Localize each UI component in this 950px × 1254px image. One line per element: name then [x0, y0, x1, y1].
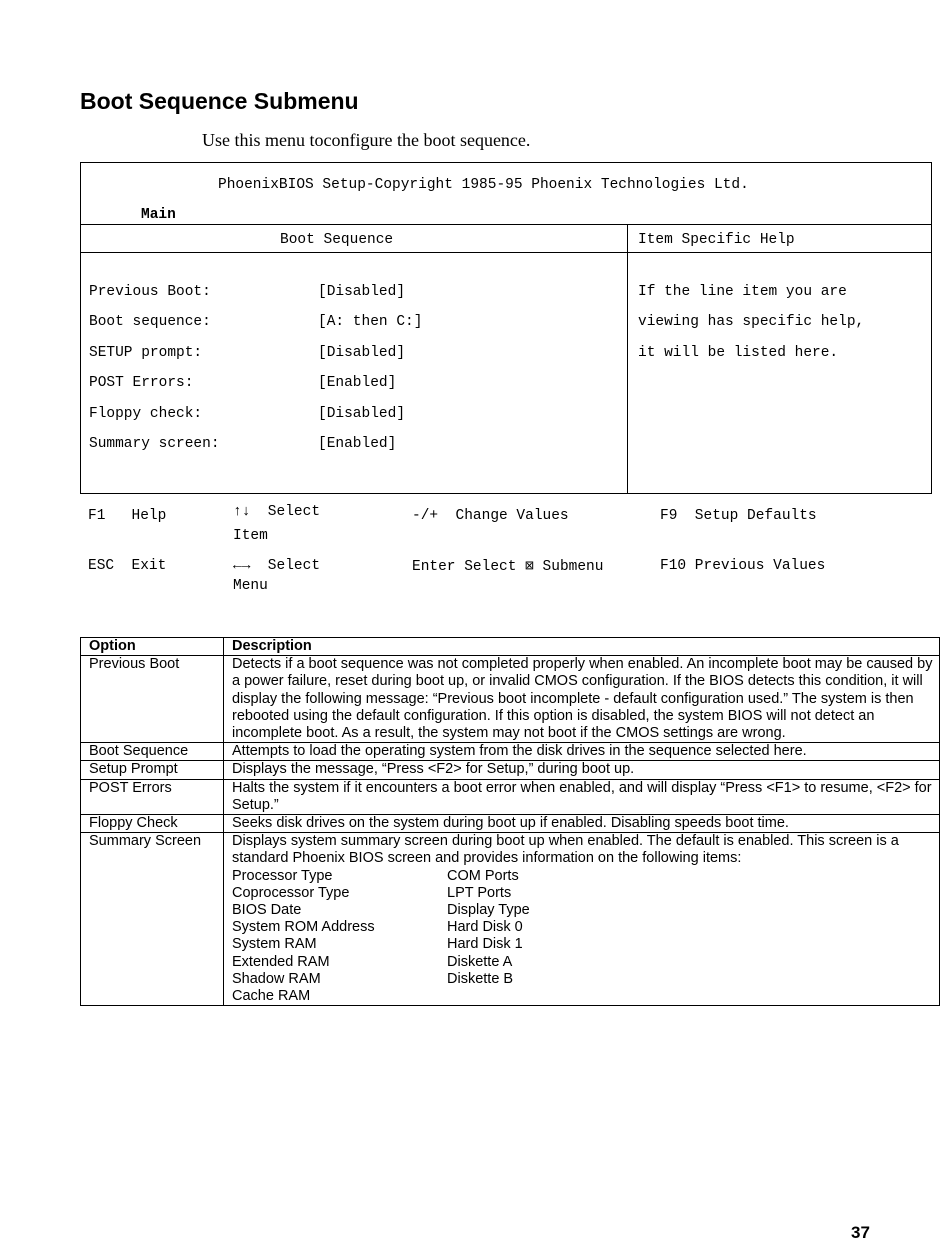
bios-menu-main: Main — [141, 207, 176, 223]
setting-label: Boot sequence: — [89, 314, 211, 331]
description-cell: Seeks disk drives on the system during boot up if enabled. Disabling speeds boot time. — [224, 815, 940, 833]
item-help-heading: Item Specific Help — [638, 232, 795, 248]
bios-screen — [80, 162, 932, 494]
help-line: If the line item you are — [638, 284, 847, 300]
options-table — [80, 637, 940, 1006]
page-number: 37 — [851, 1223, 870, 1242]
summary-item: Display Type — [447, 902, 530, 919]
summary-items-grid — [232, 868, 933, 1006]
option-cell: Floppy Check — [81, 815, 224, 833]
bios-column-divider — [627, 225, 628, 493]
option-cell: Boot Sequence — [81, 743, 224, 761]
setting-label: Summary screen: — [89, 435, 220, 452]
setting-value[interactable]: [Disabled] — [318, 284, 406, 300]
summary-item: BIOS Date — [232, 902, 302, 919]
table-row — [81, 815, 940, 833]
key-f10-previous: F10 Previous Values — [660, 558, 826, 574]
summary-item: Hard Disk 1 — [447, 936, 523, 953]
summary-item: COM Ports — [447, 867, 519, 884]
setting-label: SETUP prompt: — [89, 344, 203, 361]
summary-item: Shadow RAM — [232, 970, 321, 987]
setting-label: POST Errors: — [89, 375, 194, 392]
item-help-text — [638, 284, 864, 375]
setting-value[interactable]: [Enabled] — [318, 435, 397, 452]
option-cell: Summary Screen — [81, 833, 224, 1006]
summary-item: Processor Type — [232, 867, 333, 884]
help-line: viewing has specific help, — [638, 314, 865, 331]
option-cell: Setup Prompt — [81, 761, 224, 779]
summary-item: Coprocessor Type — [232, 884, 350, 901]
table-row — [81, 743, 940, 761]
summary-item: Cache RAM — [232, 988, 311, 1005]
intro-text: Use this menu toconfigure the boot sequence. — [202, 130, 531, 150]
boot-sequence-heading: Boot Sequence — [280, 232, 394, 248]
description-cell: Attempts to load the operating system from the disk drives in the sequence selected here. — [224, 743, 940, 761]
key-enter-submenu: Enter Select ⊠ Submenu — [412, 559, 604, 575]
table-row — [81, 779, 940, 814]
key-select-menu: ←→ Select — [233, 558, 321, 574]
setting-label: Floppy check: — [89, 405, 203, 422]
option-header: Option — [81, 638, 224, 656]
key-esc-exit: ESC Exit — [88, 558, 167, 574]
setting-value[interactable]: [A: then C:] — [318, 314, 423, 331]
summary-item: Diskette B — [447, 970, 514, 987]
table-row — [81, 656, 940, 743]
setting-value[interactable]: [Enabled] — [318, 375, 397, 392]
key-select-item-cont: Item — [233, 528, 268, 544]
description-cell: Halts the system if it encounters a boot error when enabled, and will display “Press <F1> to resume, <F2> for Setup.” — [224, 779, 940, 814]
bios-header — [81, 163, 931, 225]
summary-item: Hard Disk 0 — [447, 919, 523, 936]
description-cell: Displays the message, “Press <F2> for Setup,” during boot up. — [224, 761, 940, 779]
key-legend — [88, 504, 938, 608]
option-cell: Previous Boot — [81, 656, 224, 743]
setting-value[interactable]: [Disabled] — [318, 405, 406, 422]
bios-column-headers — [81, 225, 931, 253]
key-f1-help: F1 Help — [88, 508, 167, 524]
key-select-menu-cont: Menu — [233, 578, 268, 594]
page-title: Boot Sequence Submenu — [80, 88, 359, 114]
description-cell — [224, 833, 940, 1006]
setting-label: Previous Boot: — [89, 284, 211, 300]
table-row — [81, 761, 940, 779]
help-line: it will be listed here. — [638, 344, 839, 361]
key-change-values: -/+ Change Values — [412, 508, 569, 524]
setting-value[interactable]: [Disabled] — [318, 344, 406, 361]
summary-item: Diskette A — [447, 953, 513, 970]
key-select-item: ↑↓ Select — [233, 504, 321, 520]
option-cell: POST Errors — [81, 779, 224, 814]
summary-item: System ROM Address — [232, 919, 375, 936]
summary-item — [447, 988, 933, 1005]
summary-item: LPT Ports — [447, 884, 512, 901]
summary-item: System RAM — [232, 936, 317, 953]
summary-description: Displays system summary screen during boot up when enabled. The default is enabled. This screen is a standard Phoenix BIOS screen and provides information on the following items: — [232, 833, 899, 867]
table-row — [81, 833, 940, 1006]
bios-copyright: PhoenixBIOS Setup-Copyright 1985-95 Phoenix Technologies Ltd. — [218, 177, 749, 193]
description-header: Description — [224, 638, 940, 656]
description-cell: Detects if a boot sequence was not completed properly when enabled. An incomplete boot may be caused by a power failure, reset during boot up, or invalid CMOS configuration. If the BIOS detects this condition, it will display the following message: “Previous boot incomplete - default configuration used.” The system is then rebooted using the default configuration. If this option is disabled, the system BIOS will not detect an incomplete boot. As a result, the system may not boot if the CMOS settings are wrong. — [224, 656, 940, 743]
key-f9-defaults: F9 Setup Defaults — [660, 508, 817, 524]
table-header-row — [81, 638, 940, 656]
summary-item: Extended RAM — [232, 953, 330, 970]
